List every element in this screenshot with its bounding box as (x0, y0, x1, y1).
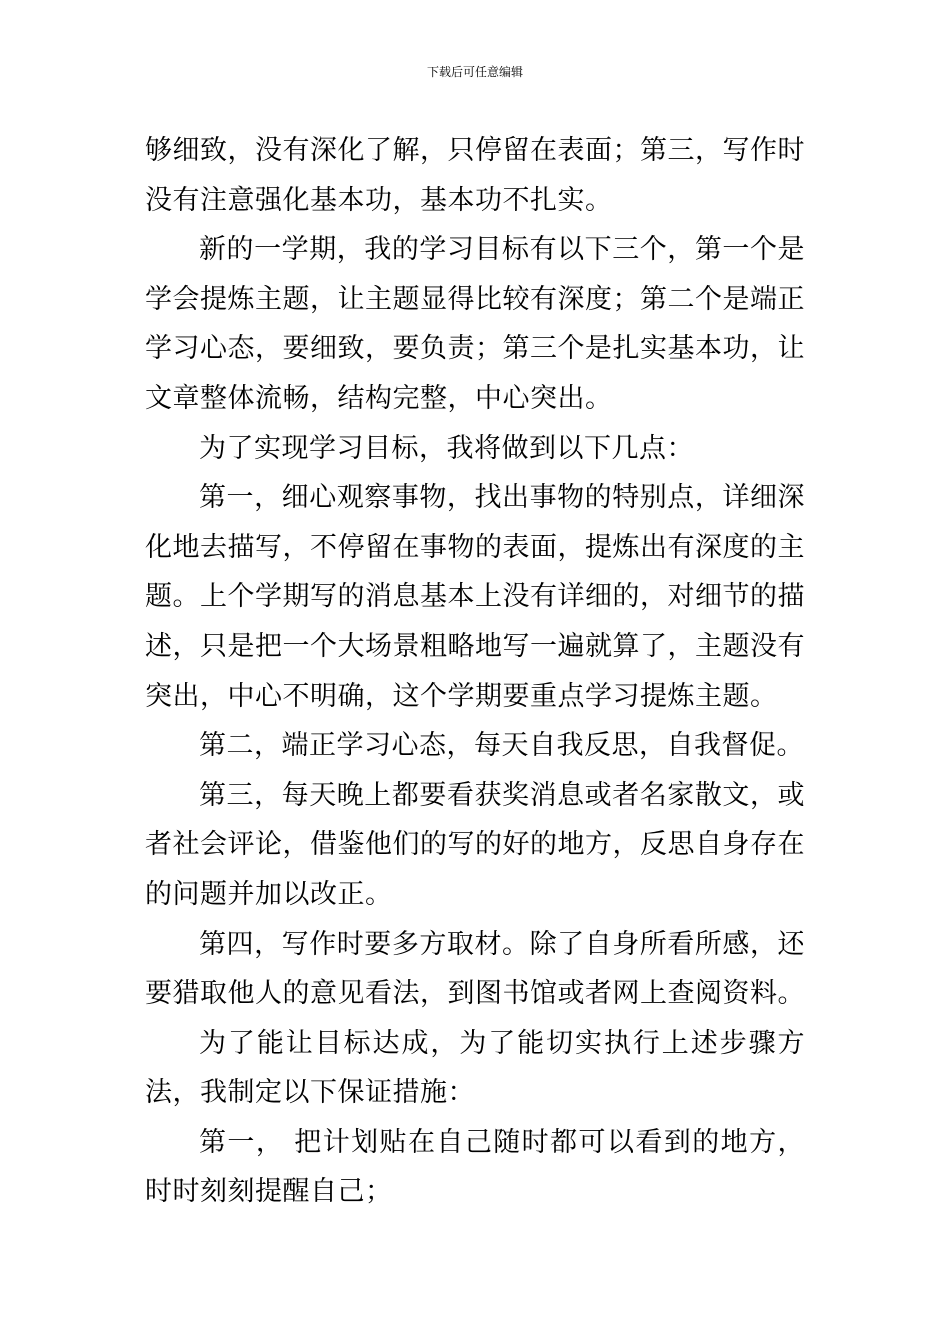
paragraph: 够细致，没有深化了解，只停留在表面；第三，写作时没有注意强化基本功，基本功不扎实。 (145, 135, 805, 216)
paragraph: 第二，端正学习心态，每天自我反思，自我督促。 (199, 730, 804, 762)
paragraph: 第一， 把计划贴在自己随时都可以看到的地方，时时刻刻提醒自己； (145, 1126, 805, 1208)
paragraph: 第四，写作时要多方取材。除了自身所看所感，还要猎取他人的意见看法，到图书馆或者网上查阅资料。 (145, 928, 805, 1010)
page-header: 下载后可任意编辑 (426, 65, 523, 79)
document-body (145, 126, 805, 1217)
paragraph: 为了能让目标达成，为了能切实执行上述步骤方法，我制定以下保证措施： (145, 1027, 805, 1109)
paragraph: 新的一学期，我的学习目标有以下三个，第一个是学会提炼主题，让主题显得比较有深度；第二个是端正学习心态，要细致，要负责；第三个是扎实基本功，让文章整体流畅，结构完整，中心突出。 (145, 234, 805, 414)
paragraph: 第三，每天晚上都要看获奖消息或者名家散文，或者社会评论，借鉴他们的写的好的地方，反思自身存在的问题并加以改正。 (145, 779, 805, 910)
paragraph: 为了实现学习目标，我将做到以下几点： (199, 432, 694, 464)
paragraph: 第一，细心观察事物，找出事物的特别点，详细深化地去描写，不停留在事物的表面，提炼出有深度的主题。上个学期写的消息基本上没有详细的，对细节的描述，只是把一个大场景粗略地写一遍就算了，主题没有突出，中心不明确，这个学期要重点学习提炼主题。 (145, 482, 805, 712)
